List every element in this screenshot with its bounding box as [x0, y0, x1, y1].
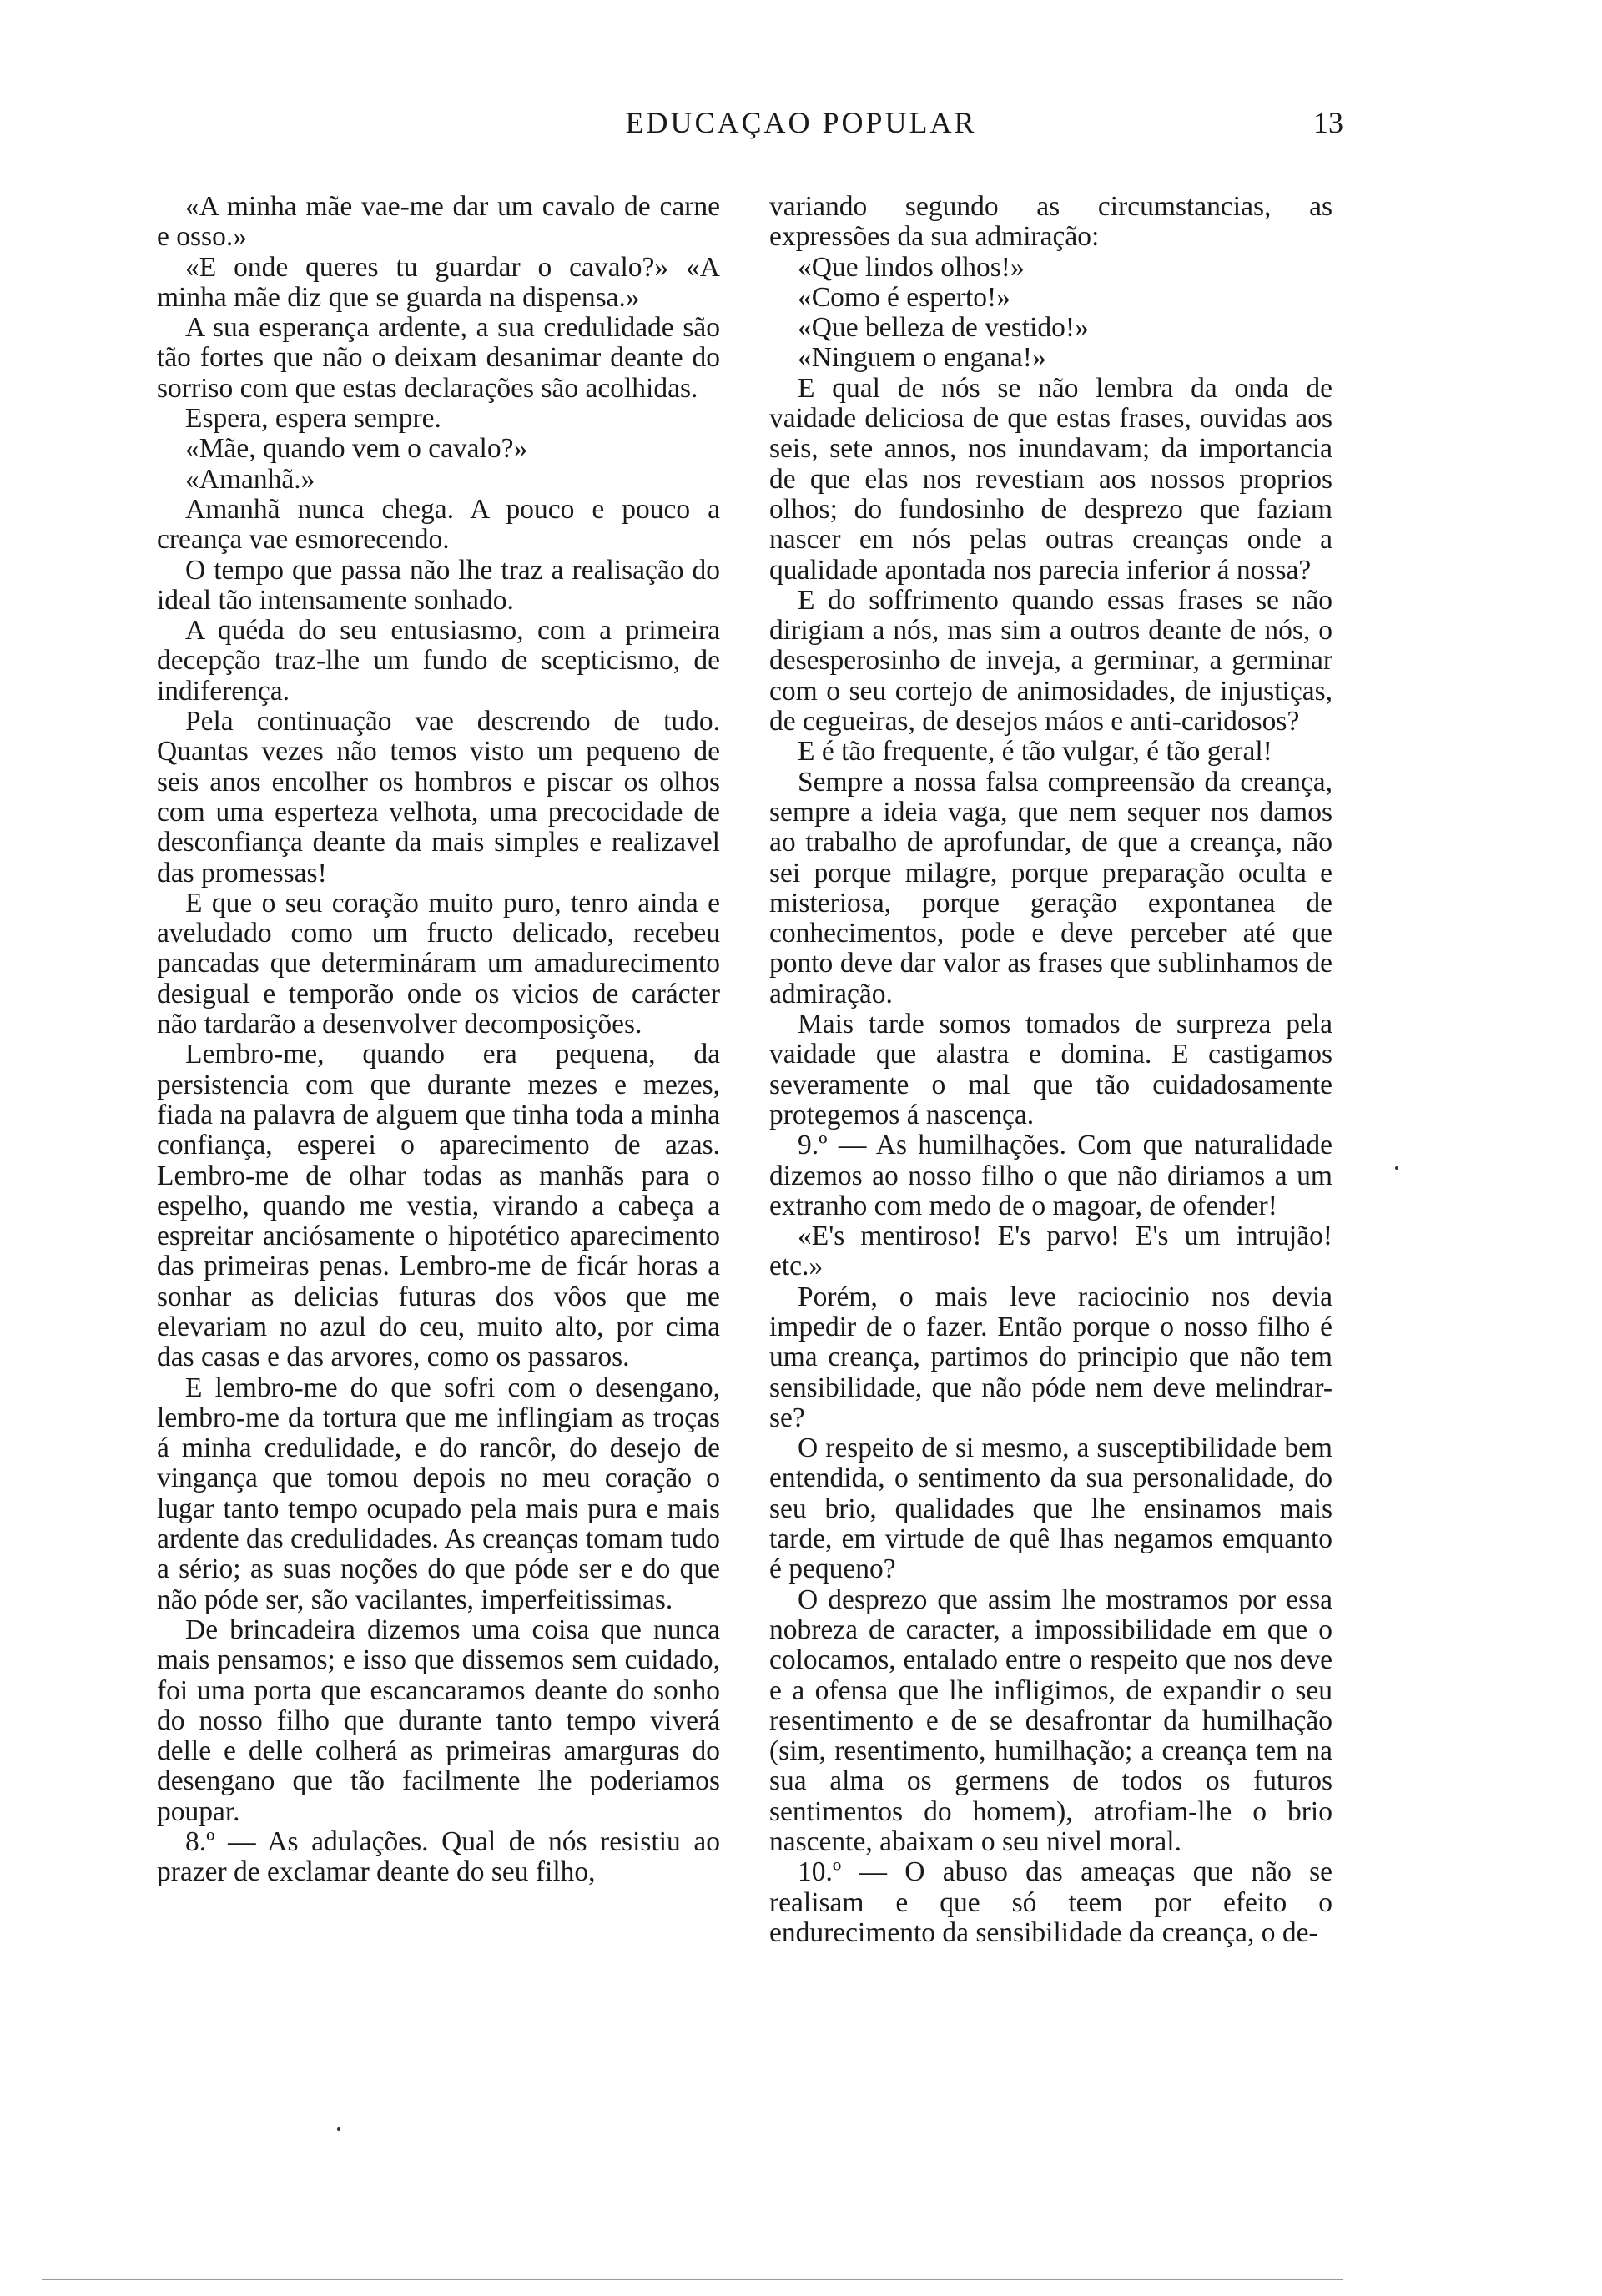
paragraph: E qual de nós se não lembra da onda de vaidade deliciosa de que estas frases, ouvidas aos seis, sete annos, nos inundavam; da importancia de que elas nos revestiam aos nossos proprios olhos; do fundosinho de desprezo que faziam nascer em nós pelas outras creanças onde a qualidade apontada nos parecia inferior á nossa?	[769, 372, 1332, 586]
running-title: EDUCAÇAO POPULAR	[625, 106, 977, 139]
paragraph: Pela continuação vae descrendo de tudo. Quantas vezes não temos visto um pequeno de seis anos encolher os hombros e piscar os olhos com uma esperteza velhota, uma precocidade de desconfiança deante da mais simples e realizavel das promessas!	[157, 706, 720, 889]
paragraph: «Amanhã.»	[185, 463, 315, 495]
paragraph: E é tão frequente, é tão vulgar, é tão geral!	[798, 736, 1272, 768]
running-head	[0, 105, 1602, 147]
paragraph: 8.º — As adulações. Qual de nós resistiu ao prazer de exclamar deante do seu filho,	[157, 1826, 720, 1888]
paragraph: «Como é esperto!»	[798, 281, 1010, 313]
paragraph: «Mãe, quando vem o cavalo?»	[185, 433, 528, 465]
left-column	[157, 192, 720, 1888]
page-number: 13	[1313, 106, 1343, 139]
paragraph: Mais tarde somos tomados de surpreza pela vaidade que alastra e domina. E castigamos severamente o mal que tão cuidadosamente protegemos á nascença.	[769, 1009, 1332, 1130]
paragraph: Sempre a nossa falsa compreensão da creança, sempre a ideia vaga, que nem sequer nos damos ao trabalho de aprofundar, de que a creança, não sei porque milagre, porque preparação oculta e misteriosa, porque geração expontanea de conhecimentos, pode e deve perceber até que ponto deve dar valor as frases que sublinhamos de admiração.	[769, 766, 1332, 1010]
paragraph: «A minha mãe vae-me dar um cavalo de carne e osso.»	[157, 191, 720, 253]
paragraph: E lembro-me do que sofri com o desengano, lembro-me da tortura que me inflingiam as troças á minha credulidade, e do rancôr, do desejo de vingança que tomou depois no meu coração o lugar tanto tempo ocupado pela mais pura e mais ardente das credulidades. As creanças tomam tudo a sério; as suas noções do que póde ser e do que não póde ser, são vacilantes, imperfeitissimas.	[157, 1372, 720, 1615]
paragraph: O desprezo que assim lhe mostramos por essa nobreza de caracter, a impossibilidade em que o colocamos, entalado entre o respeito que nos deve e a ofensa que lhe infligimos, de expandir o seu resentimento e de se desafrontar da humilhação (sim, resentimento, humilhação; a creança tem na sua alma os germens de todos os futuros sentimentos do homem), atrofiam-lhe o brio nascente, abaixam o seu nivel moral.	[769, 1584, 1332, 1858]
paragraph: variando segundo as circumstancias, as expressões da sua admiração:	[769, 191, 1332, 253]
paragraph: E do soffrimento quando essas frases se não dirigiam a nós, mas sim a outros deante de nós, o desesperosinho de inveja, a germinar, a germinar com o seu cortejo de animosidades, de injustiças, de cegueiras, de desejos máos e anti-caridosos?	[769, 584, 1332, 738]
paragraph: «Que lindos olhos!»	[798, 251, 1025, 283]
paragraph: 10.º — O abuso das ameaças que não se realisam e que só teem por efeito o endurecimento da sensibilidade da creança, o de-	[769, 1856, 1332, 1948]
paragraph: «Ninguem o engana!»	[798, 342, 1046, 374]
paragraph: «Que belleza de vestido!»	[798, 312, 1089, 344]
paragraph: Amanhã nunca chega. A pouco e pouco a creança vae esmorecendo.	[157, 493, 720, 556]
paragraph: A sua esperança ardente, a sua credulidade são tão fortes que não o deixam desanimar deante do sorriso com que estas declarações são acolhidas.	[157, 312, 720, 404]
paragraph: «E's mentiroso! E's parvo! E's um intrujão! etc.»	[769, 1221, 1332, 1282]
paragraph: 9.º — As humilhações. Com que naturalidade dizemos ao nosso filho o que não diriamos a um extranho com medo de o magoar, de ofender!	[769, 1130, 1332, 1221]
paragraph: O respeito de si mesmo, a susceptibilidade bem entendida, o sentimento da sua personalidade, do seu brio, qualidades que lhe ensinamos mais tarde, em virtude de quê lhas negamos emquanto é pequeno?	[769, 1432, 1332, 1585]
paragraph: Espera, espera sempre.	[185, 403, 441, 435]
paragraph: E que o seu coração muito puro, tenro ainda e aveludado como um fructo delicado, recebeu pancadas que determináram um amadurecimento desigual e temporão onde os vicios de carácter não tardarão a desenvolver decomposições.	[157, 887, 720, 1040]
paragraph: A quéda do seu entusiasmo, com a primeira decepção traz-lhe um fundo de scepticismo, de indiferença.	[157, 615, 720, 707]
paragraph: De brincadeira dizemos uma coisa que nunca mais pensamos; e isso que dissemos sem cuidado, foi uma porta que escancaramos deante do sonho do nosso filho que durante tanto tempo viverá delle e delle colherá as primeiras amarguras do desengano que tão facilmente lhe poderiamos poupar.	[157, 1614, 720, 1827]
paragraph: O tempo que passa não lhe traz a realisação do ideal tão intensamente sonhado.	[157, 554, 720, 616]
paragraph: «E onde queres tu guardar o cavalo?» «A minha mãe diz que se guarda na dispensa.»	[157, 251, 720, 313]
paragraph: Porém, o mais leve raciocinio nos devia impedir de o fazer. Então porque o nosso filho é uma creança, partimos do principio que não tem sensibilidade, que não póde nem deve melindrar-se?	[769, 1281, 1332, 1433]
paragraph: Lembro-me, quando era pequena, da persistencia com que durante mezes e mezes, fiada na palavra de alguem que tinha toda a minha confiança, esperei o aparecimento de azas. Lembro-me de olhar todas as manhãs para o espelho, quando me vestia, virando a cabeça a espreitar anciósamente o hipotético aparecimento das primeiras penas. Lembro-me de ficár horas a sonhar as delicias futuras dos vôos que me elevariam no azul do ceu, muito alto, por cima das casas e das arvores, como os passaros.	[157, 1039, 720, 1373]
ink-speck	[1395, 1166, 1398, 1170]
right-column	[769, 192, 1332, 1948]
page-edge-rule	[42, 2279, 1343, 2280]
ink-speck	[337, 2127, 340, 2131]
